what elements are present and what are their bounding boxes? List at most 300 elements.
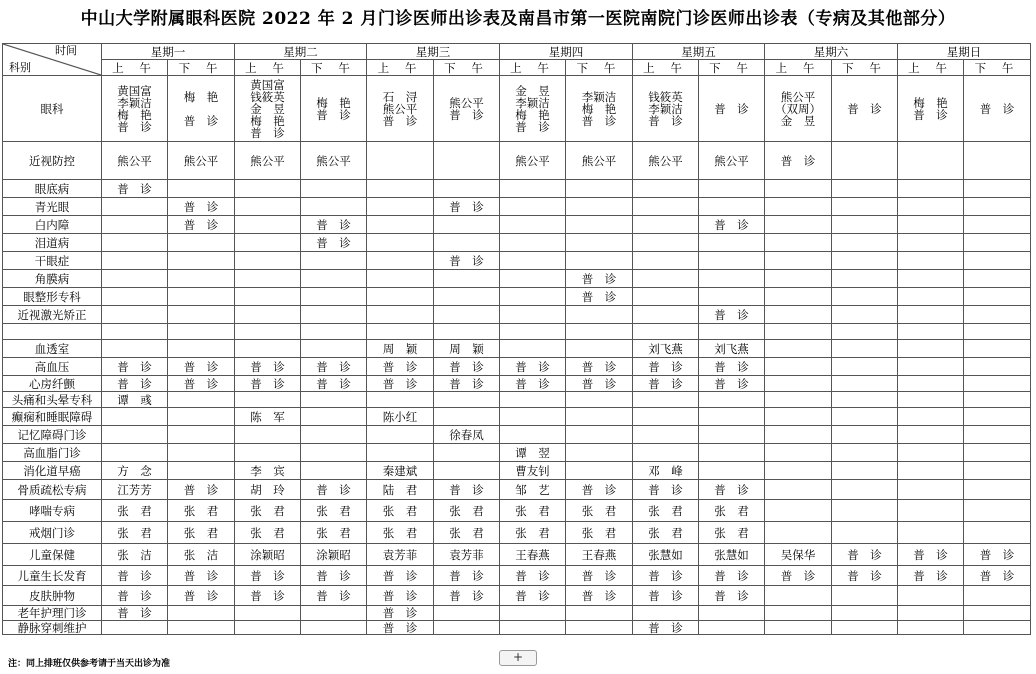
schedule-cell <box>434 392 500 408</box>
doctor-line: 普 诊 <box>581 113 617 128</box>
schedule-cell <box>168 234 235 252</box>
schedule-cell <box>168 426 235 444</box>
schedule-cell <box>434 234 500 252</box>
schedule-cell <box>235 76 301 142</box>
schedule-cell: 熊公平 <box>500 142 566 180</box>
schedule-cell: 普 诊 <box>301 566 367 586</box>
schedule-cell <box>699 288 765 306</box>
schedule-cell: 普 诊 <box>566 586 633 606</box>
schedule-cell <box>765 392 832 408</box>
table-row <box>3 522 1031 544</box>
schedule-cell <box>301 340 367 358</box>
schedule-cell <box>898 606 964 621</box>
schedule-cell <box>301 306 367 324</box>
schedule-cell: 袁芳菲 <box>367 544 434 566</box>
dept-cell: 消化道早癌 <box>3 462 102 480</box>
schedule-cell: 普 诊 <box>168 586 235 606</box>
schedule-cell <box>765 408 832 426</box>
schedule-cell <box>235 234 301 252</box>
schedule-cell <box>898 234 964 252</box>
schedule-cell: 张 君 <box>699 500 765 522</box>
schedule-cell <box>434 288 500 306</box>
footnote: 注：同上排班仅供参考请于当天出诊为准 <box>8 659 171 669</box>
schedule-cell <box>633 288 699 306</box>
doctor-line: 普 诊 <box>714 101 749 116</box>
schedule-cell <box>566 234 633 252</box>
schedule-cell <box>699 606 765 621</box>
day-header: 星期五 <box>633 44 765 60</box>
table-row <box>3 216 1031 234</box>
doctor-line: 钱筱英 <box>250 89 285 104</box>
schedule-cell <box>367 76 434 142</box>
schedule-cell: 张 君 <box>699 522 765 544</box>
table-row <box>3 480 1031 500</box>
schedule-cell <box>765 621 832 635</box>
schedule-cell <box>434 408 500 426</box>
schedule-cell <box>765 216 832 234</box>
schedule-cell <box>765 462 832 480</box>
schedule-cell <box>964 408 1031 426</box>
schedule-cell <box>633 444 699 462</box>
schedule-cell <box>832 306 898 324</box>
schedule-cell <box>566 306 633 324</box>
schedule-cell <box>898 76 964 142</box>
schedule-cell: 周 颖 <box>434 340 500 358</box>
table-row <box>3 500 1031 522</box>
schedule-cell <box>500 606 566 621</box>
doctor-line: 梅 艳 <box>316 95 351 110</box>
schedule-cell <box>500 216 566 234</box>
schedule-cell <box>832 288 898 306</box>
schedule-cell <box>832 216 898 234</box>
dept-cell: 眼科 <box>3 76 102 142</box>
schedule-cell: 普 诊 <box>434 586 500 606</box>
schedule-cell <box>832 324 898 340</box>
schedule-cell <box>168 606 235 621</box>
schedule-cell: 张慧如 <box>699 544 765 566</box>
schedule-cell <box>566 408 633 426</box>
day-header: 星期三 <box>367 44 500 60</box>
schedule-cell: 普 诊 <box>566 270 633 288</box>
schedule-cell <box>964 480 1031 500</box>
schedule-cell <box>964 234 1031 252</box>
schedule-cell: 普 诊 <box>500 376 566 392</box>
schedule-cell <box>434 606 500 621</box>
schedule-cell <box>964 444 1031 462</box>
schedule-cell <box>964 216 1031 234</box>
schedule-cell <box>765 426 832 444</box>
schedule-cell <box>500 340 566 358</box>
schedule-cell <box>633 234 699 252</box>
schedule-cell <box>566 426 633 444</box>
dept-cell: 近视防控 <box>3 142 102 180</box>
schedule-cell <box>765 606 832 621</box>
schedule-cell <box>301 621 367 635</box>
schedule-cell <box>301 288 367 306</box>
schedule-cell <box>102 252 168 270</box>
schedule-cell <box>102 234 168 252</box>
schedule-cell <box>898 358 964 376</box>
doctor-line: 梅 艳 <box>250 113 285 128</box>
schedule-cell <box>699 324 765 340</box>
add-sheet-button[interactable]: + <box>499 650 537 666</box>
schedule-cell: 吴保华 <box>765 544 832 566</box>
schedule-cell: 涂颖昭 <box>235 544 301 566</box>
schedule-cell <box>832 522 898 544</box>
schedule-cell <box>765 586 832 606</box>
schedule-cell <box>898 586 964 606</box>
schedule-cell <box>235 252 301 270</box>
schedule-cell <box>699 392 765 408</box>
schedule-cell: 普 诊 <box>367 376 434 392</box>
pm-header: 下 午 <box>964 60 1031 76</box>
doctor-line: 金 昱 <box>780 113 816 128</box>
schedule-cell: 普 诊 <box>699 216 765 234</box>
table-row <box>3 234 1031 252</box>
schedule-cell <box>898 216 964 234</box>
schedule-cell <box>301 180 367 198</box>
schedule-cell <box>102 198 168 216</box>
schedule-cell <box>964 376 1031 392</box>
doctor-line: （双周） <box>775 101 821 116</box>
schedule-cell <box>235 340 301 358</box>
dept-cell: 角膜病 <box>3 270 102 288</box>
schedule-cell: 熊公平 <box>301 142 367 180</box>
am-header: 上 午 <box>765 60 832 76</box>
schedule-cell: 张 君 <box>301 500 367 522</box>
schedule-cell <box>633 76 699 142</box>
schedule-cell: 普 诊 <box>434 376 500 392</box>
am-header: 上 午 <box>235 60 301 76</box>
schedule-cell <box>168 621 235 635</box>
schedule-cell <box>699 444 765 462</box>
schedule-cell <box>633 180 699 198</box>
schedule-cell <box>500 306 566 324</box>
schedule-cell: 谭 彧 <box>102 392 168 408</box>
schedule-cell <box>434 270 500 288</box>
day-header: 星期二 <box>235 44 367 60</box>
dept-cell: 戒烟门诊 <box>3 522 102 544</box>
schedule-cell: 普 诊 <box>102 606 168 621</box>
doctor-line: 普 诊 <box>648 113 683 128</box>
schedule-cell: 邹 艺 <box>500 480 566 500</box>
schedule-cell <box>633 324 699 340</box>
schedule-cell <box>168 392 235 408</box>
schedule-cell: 涂颖昭 <box>301 544 367 566</box>
schedule-cell <box>964 426 1031 444</box>
schedule-cell: 张 洁 <box>102 544 168 566</box>
doctor-line: 李颖洁 <box>581 89 617 104</box>
schedule-cell: 张 君 <box>301 522 367 544</box>
schedule-cell <box>964 270 1031 288</box>
schedule-cell <box>964 586 1031 606</box>
dept-cell: 眼整形专科 <box>3 288 102 306</box>
schedule-cell <box>832 606 898 621</box>
schedule-cell: 普 诊 <box>699 376 765 392</box>
schedule-cell <box>102 340 168 358</box>
schedule-cell: 王春燕 <box>500 544 566 566</box>
dept-cell: 静脉穿刺维护 <box>3 621 102 635</box>
schedule-cell <box>633 198 699 216</box>
schedule-cell: 李 宾 <box>235 462 301 480</box>
schedule-cell: 普 诊 <box>102 180 168 198</box>
schedule-cell <box>898 270 964 288</box>
schedule-cell <box>500 426 566 444</box>
schedule-cell <box>699 462 765 480</box>
table-row <box>3 142 1031 180</box>
schedule-cell <box>765 76 832 142</box>
schedule-cell <box>898 480 964 500</box>
schedule-cell <box>765 324 832 340</box>
schedule-cell <box>964 522 1031 544</box>
schedule-cell <box>765 358 832 376</box>
schedule-cell <box>633 408 699 426</box>
schedule-cell <box>832 621 898 635</box>
schedule-cell <box>898 392 964 408</box>
schedule-cell <box>235 288 301 306</box>
schedule-cell <box>964 462 1031 480</box>
dept-cell: 哮喘专病 <box>3 500 102 522</box>
dept-cell: 近视激光矫正 <box>3 306 102 324</box>
schedule-cell <box>964 358 1031 376</box>
schedule-cell <box>898 142 964 180</box>
doctor-line: 金 昱 <box>515 83 550 98</box>
schedule-cell <box>964 288 1031 306</box>
schedule-cell: 普 诊 <box>566 358 633 376</box>
schedule-cell <box>500 252 566 270</box>
schedule-cell <box>102 216 168 234</box>
schedule-cell: 邓 峰 <box>633 462 699 480</box>
schedule-cell: 曹友钊 <box>500 462 566 480</box>
schedule-cell <box>301 198 367 216</box>
schedule-cell <box>765 288 832 306</box>
schedule-cell <box>102 408 168 426</box>
schedule-cell <box>235 324 301 340</box>
schedule-cell <box>765 340 832 358</box>
schedule-cell <box>301 324 367 340</box>
schedule-cell: 张 君 <box>434 500 500 522</box>
schedule-cell <box>832 462 898 480</box>
am-header: 上 午 <box>898 60 964 76</box>
dept-cell: 儿童保健 <box>3 544 102 566</box>
schedule-cell <box>699 180 765 198</box>
schedule-cell <box>964 621 1031 635</box>
schedule-cell <box>500 288 566 306</box>
schedule-cell <box>102 76 168 142</box>
schedule-cell: 普 诊 <box>898 566 964 586</box>
schedule-cell <box>434 324 500 340</box>
schedule-cell: 普 诊 <box>832 566 898 586</box>
doctor-line: 梅 艳 <box>515 107 550 122</box>
dept-cell: 皮肤肿物 <box>3 586 102 606</box>
schedule-cell: 普 诊 <box>168 216 235 234</box>
schedule-cell: 普 诊 <box>367 566 434 586</box>
schedule-cell: 普 诊 <box>566 480 633 500</box>
doctor-line: 梅 艳 <box>913 95 948 110</box>
schedule-cell: 张 君 <box>367 500 434 522</box>
schedule-cell <box>102 288 168 306</box>
schedule-cell <box>765 252 832 270</box>
schedule-cell: 张 君 <box>367 522 434 544</box>
schedule-cell <box>566 392 633 408</box>
schedule-cell <box>699 621 765 635</box>
schedule-cell <box>566 324 633 340</box>
schedule-cell <box>832 408 898 426</box>
schedule-cell: 谭 翌 <box>500 444 566 462</box>
schedule-cell <box>832 234 898 252</box>
schedule-cell <box>566 216 633 234</box>
schedule-cell <box>500 392 566 408</box>
schedule-cell <box>699 426 765 444</box>
schedule-cell <box>898 340 964 358</box>
schedule-cell <box>367 288 434 306</box>
schedule-cell: 普 诊 <box>367 621 434 635</box>
schedule-cell <box>235 606 301 621</box>
day-header: 星期六 <box>765 44 898 60</box>
dept-cell: 老年护理门诊 <box>3 606 102 621</box>
schedule-cell: 普 诊 <box>168 198 235 216</box>
schedule-cell: 普 诊 <box>434 480 500 500</box>
schedule-cell <box>367 198 434 216</box>
dept-cell: 泪道病 <box>3 234 102 252</box>
schedule-cell <box>898 376 964 392</box>
schedule-cell: 熊公平 <box>566 142 633 180</box>
schedule-cell <box>301 606 367 621</box>
schedule-cell: 普 诊 <box>566 566 633 586</box>
schedule-cell: 普 诊 <box>633 621 699 635</box>
schedule-cell <box>102 306 168 324</box>
schedule-cell: 普 诊 <box>964 566 1031 586</box>
schedule-cell <box>235 216 301 234</box>
schedule-cell <box>434 180 500 198</box>
schedule-cell: 普 诊 <box>434 252 500 270</box>
dept-cell: 高血脂门诊 <box>3 444 102 462</box>
schedule-cell <box>168 324 235 340</box>
schedule-cell <box>832 444 898 462</box>
schedule-cell <box>566 252 633 270</box>
doctor-line: 普 诊 <box>316 107 351 122</box>
doctor-line: 普 诊 <box>117 119 152 134</box>
schedule-cell <box>964 76 1031 142</box>
schedule-cell <box>765 180 832 198</box>
schedule-cell <box>367 180 434 198</box>
day-header-row <box>3 44 1031 60</box>
schedule-cell <box>301 444 367 462</box>
schedule-cell: 张慧如 <box>633 544 699 566</box>
schedule-cell: 秦建斌 <box>367 462 434 480</box>
doctor-line: 黄国富 <box>250 77 285 92</box>
schedule-cell: 普 诊 <box>102 358 168 376</box>
table-row <box>3 462 1031 480</box>
schedule-cell: 徐春凤 <box>434 426 500 444</box>
schedule-cell <box>235 444 301 462</box>
schedule-cell <box>898 252 964 270</box>
table-row <box>3 586 1031 606</box>
day-header: 星期一 <box>102 44 235 60</box>
table-row <box>3 392 1031 408</box>
schedule-cell: 普 诊 <box>102 586 168 606</box>
dept-cell: 眼底病 <box>3 180 102 198</box>
schedule-cell <box>699 198 765 216</box>
schedule-cell <box>964 606 1031 621</box>
pm-header: 下 午 <box>699 60 765 76</box>
schedule-cell <box>832 76 898 142</box>
am-header: 上 午 <box>367 60 434 76</box>
schedule-cell: 普 诊 <box>699 480 765 500</box>
am-header: 上 午 <box>102 60 168 76</box>
schedule-cell <box>235 426 301 444</box>
table-row <box>3 376 1031 392</box>
table-row <box>3 288 1031 306</box>
schedule-cell <box>832 586 898 606</box>
doctor-line: 普 诊 <box>183 113 219 128</box>
table-row <box>3 408 1031 426</box>
schedule-cell <box>367 234 434 252</box>
schedule-cell: 普 诊 <box>633 358 699 376</box>
schedule-cell <box>566 444 633 462</box>
am-header: 上 午 <box>633 60 699 76</box>
schedule-cell <box>633 426 699 444</box>
table-row <box>3 426 1031 444</box>
doctor-line: 石 浔 <box>382 89 418 104</box>
schedule-cell <box>898 288 964 306</box>
schedule-cell: 普 诊 <box>633 566 699 586</box>
schedule-cell: 熊公平 <box>168 142 235 180</box>
schedule-cell <box>102 426 168 444</box>
schedule-cell <box>633 392 699 408</box>
doctor-line: 普 诊 <box>913 107 948 122</box>
schedule-cell <box>898 306 964 324</box>
schedule-cell: 普 诊 <box>898 544 964 566</box>
schedule-cell <box>235 270 301 288</box>
schedule-cell <box>168 288 235 306</box>
pm-header: 下 午 <box>566 60 633 76</box>
schedule-cell <box>102 621 168 635</box>
schedule-cell <box>566 462 633 480</box>
schedule-cell <box>699 234 765 252</box>
schedule-cell <box>898 500 964 522</box>
dept-cell: 心房纤颤 <box>3 376 102 392</box>
schedule-cell: 陈小红 <box>367 408 434 426</box>
schedule-cell: 普 诊 <box>235 376 301 392</box>
schedule-cell <box>434 306 500 324</box>
schedule-cell: 普 诊 <box>765 142 832 180</box>
schedule-cell: 陆 君 <box>367 480 434 500</box>
schedule-cell: 张 君 <box>633 522 699 544</box>
schedule-cell: 普 诊 <box>964 544 1031 566</box>
schedule-cell <box>765 444 832 462</box>
dept-cell: 高血压 <box>3 358 102 376</box>
schedule-cell <box>633 270 699 288</box>
schedule-cell <box>898 324 964 340</box>
schedule-cell <box>235 198 301 216</box>
doctor-line: 李颖洁 <box>515 95 550 110</box>
schedule-cell: 张 君 <box>566 522 633 544</box>
schedule-cell: 普 诊 <box>500 358 566 376</box>
am-header: 上 午 <box>500 60 566 76</box>
schedule-cell <box>434 444 500 462</box>
pm-header: 下 午 <box>434 60 500 76</box>
schedule-cell <box>168 340 235 358</box>
schedule-cell <box>168 270 235 288</box>
schedule-cell: 普 诊 <box>367 358 434 376</box>
schedule-cell: 普 诊 <box>765 566 832 586</box>
schedule-cell <box>235 180 301 198</box>
doctor-line <box>168 103 234 115</box>
schedule-cell <box>367 426 434 444</box>
schedule-cell: 陈 军 <box>235 408 301 426</box>
schedule-cell: 普 诊 <box>566 288 633 306</box>
